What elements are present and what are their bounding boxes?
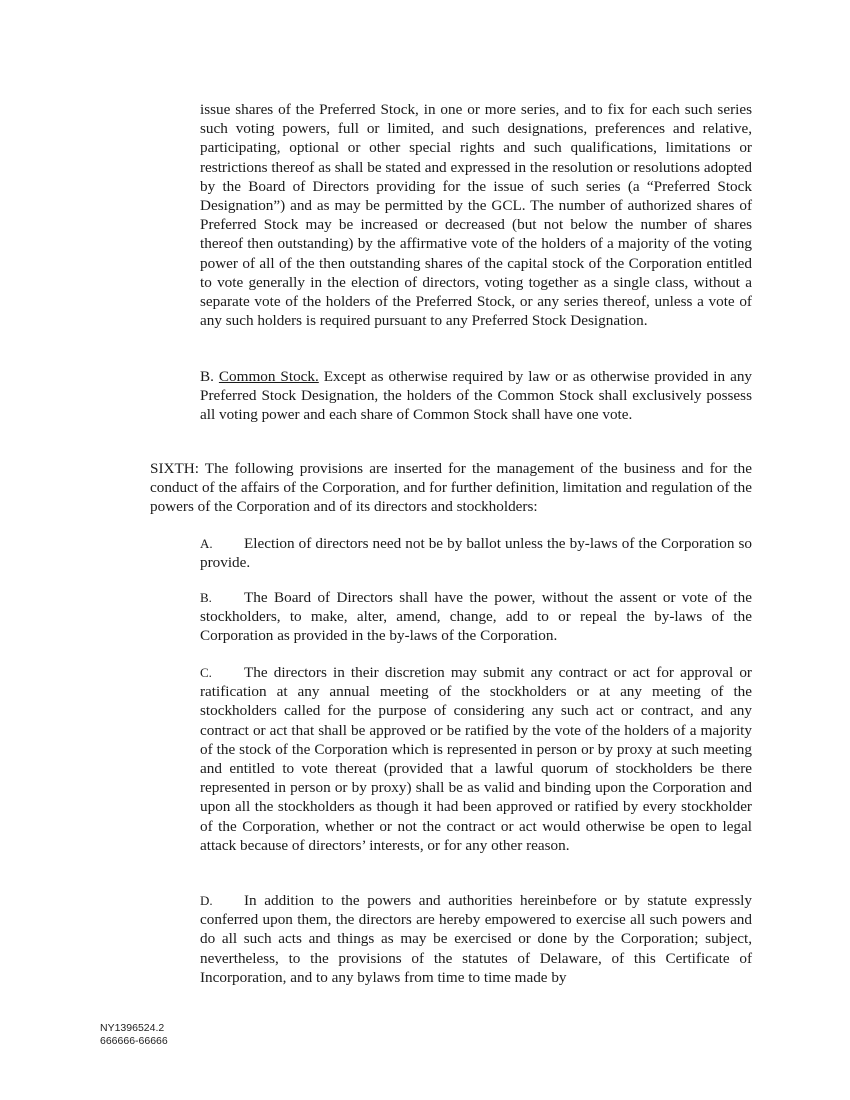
common-stock-text: Except as otherwise required by law or as otherwise provided in any Preferred Stock Designation, the holders of the Common Stock shall exclusively possess all voting power and each share of Common Stock shall have one vote. bbox=[200, 368, 753, 424]
sixth-b-label: B. bbox=[200, 590, 212, 605]
sixth-d-text: In addition to the powers and authorities hereinbefore or by statute expressly conferred upon them, the directors are hereby empowered to exercise all such powers and do all such acts and things as may be exercised or done by the Corporation; subject, nevertheless, to the provisions of the statutes of Delaware, of this Certificate of Incorporation, and to any bylaws from time to time made by bbox=[200, 892, 752, 986]
common-stock-label: B. bbox=[200, 368, 214, 385]
sixth-c-label: C. bbox=[200, 665, 212, 680]
sixth-b-paragraph bbox=[200, 588, 752, 646]
footer-matter-number: 666666-66666 bbox=[100, 1035, 168, 1047]
common-stock-paragraph bbox=[200, 367, 752, 425]
sixth-c-paragraph bbox=[200, 663, 752, 855]
sixth-d-label: D. bbox=[200, 893, 213, 908]
preferred-stock-continuation: issue shares of the Preferred Stock, in one or more series, and to fix for each such series such voting powers, full or limited, and such designations, preferences and relative, participating, optional or other special rights and such qualifications, limitations or restrictions thereof as shall be stated and expressed in the resolution or resolutions adopted by the Board of Directors providing for the issue of such series (a “Preferred Stock Designation”) and as may be permitted by the GCL. The number of authorized shares of Preferred Stock may be increased or decreased (but not below the number of shares thereof then outstanding) by the affirmative vote of the holders of a majority of the voting power of all of the then outstanding shares of the capital stock of the Corporation entitled to vote generally in the election of directors, voting together as a single class, without a separate vote of the holders of the Preferred Stock, or any series thereof, unless a vote of any such holders is required pursuant to any Preferred Stock Designation. bbox=[200, 101, 752, 330]
sixth-b-text: The Board of Directors shall have the power, without the assent or vote of the stockholders, to make, alter, amend, change, add to or repeal the by-laws of the Corporation as provided in the by-laws of the Corporation. bbox=[200, 589, 752, 645]
sixth-a-text: Election of directors need not be by ballot unless the by-laws of the Corporation so provide. bbox=[200, 535, 752, 572]
sixth-a-paragraph bbox=[200, 534, 752, 572]
footer-doc-id: NY1396524.2 bbox=[100, 1022, 165, 1034]
common-stock-heading: Common Stock. bbox=[218, 368, 319, 385]
page-footer bbox=[100, 1022, 168, 1048]
sixth-d-paragraph bbox=[200, 891, 752, 987]
sixth-a-label: A. bbox=[200, 536, 213, 551]
sixth-article-paragraph: SIXTH: The following provisions are inserted for the management of the business and for the conduct of the affairs of the Corporation, and for further definition, limitation and regulation of the powers of the Corporation and of its directors and stockholders: bbox=[150, 460, 752, 516]
sixth-c-text: The directors in their discretion may submit any contract or act for approval or ratification at any annual meeting of the stockholders or at any meeting of the stockholders called for the purpose of considering any such act or contract, and any contract or act that shall be approved or be ratified by the vote of the holders of a majority of the stock of the Corporation which is represented in person or by proxy at such meeting and entitled to vote thereat (provided that a lawful quorum of stockholders be there represented in person or by proxy) shall be as valid and binding upon the Corporation and upon all the stockholders as though it had been approved or ratified by every stockholder of the Corporation, whether or not the contract or act would otherwise be open to legal attack because of directors’ interests, or for any other reason. bbox=[200, 664, 752, 854]
